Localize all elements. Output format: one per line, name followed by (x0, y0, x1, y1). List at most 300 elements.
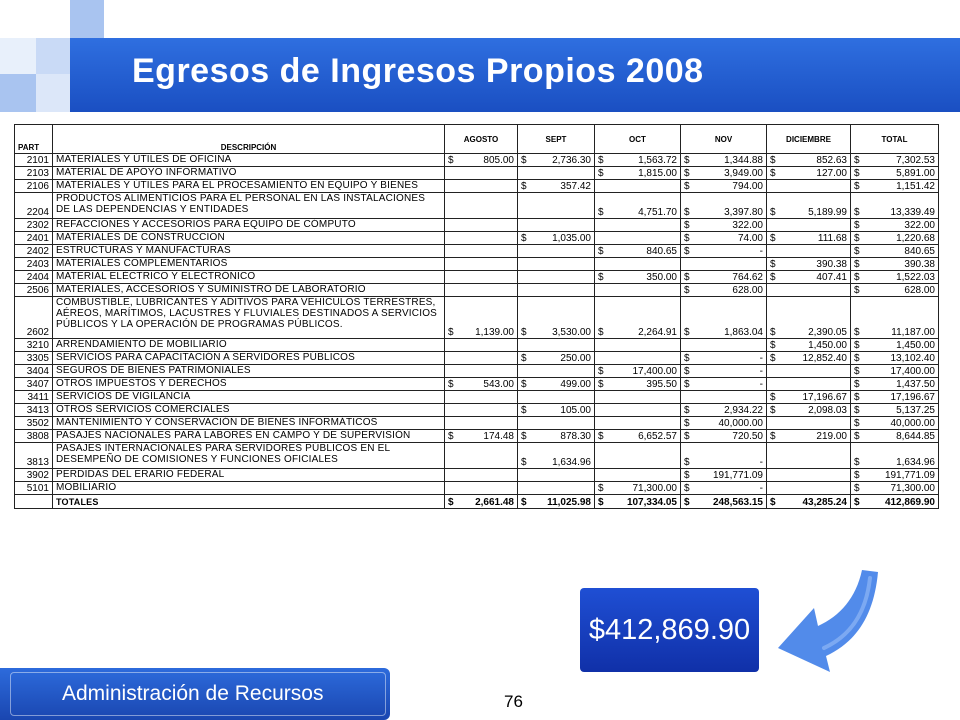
total-total (851, 495, 939, 509)
currency-sign: $ (854, 246, 860, 257)
currency-sign: $ (770, 340, 776, 351)
currency-sign: $ (854, 259, 860, 270)
currency-sign: $ (854, 272, 860, 283)
currency-sign: $ (854, 353, 860, 364)
cell-total (851, 154, 939, 167)
cell-agosto (445, 430, 518, 443)
cell-value: 105.00 (560, 405, 591, 416)
cell-sept (518, 180, 595, 193)
cell-value: 1,563.72 (638, 155, 677, 166)
cell-value: 628.00 (732, 285, 763, 296)
currency-sign: $ (521, 233, 527, 244)
cell-value: 191,771.09 (884, 470, 935, 481)
cell-value: 5,137.25 (896, 405, 935, 416)
currency-sign: $ (684, 483, 690, 494)
cell-oct (595, 404, 681, 417)
cell-dic (767, 271, 851, 284)
cell-nov (681, 154, 767, 167)
currency-sign: $ (854, 470, 860, 481)
currency-sign: $ (684, 379, 690, 390)
cell-value: - (759, 366, 763, 377)
table-row (15, 232, 939, 245)
cell-value: 2,264.91 (638, 327, 677, 338)
cell-value: 127.00 (816, 168, 847, 179)
cell-agosto (445, 271, 518, 284)
cell-sept (518, 443, 595, 469)
cell-sept (518, 232, 595, 245)
cell-value: 840.65 (904, 246, 935, 257)
table-row (15, 284, 939, 297)
cell-dic (767, 284, 851, 297)
cell-descripcion: MATERIALES, ACCESORIOS Y SUMINISTRO DE LABORATORIO (53, 284, 445, 297)
cell-dic (767, 391, 851, 404)
header-agosto: AGOSTO (445, 125, 518, 154)
cell-descripcion: OTROS SERVICIOS COMERCIALES (53, 404, 445, 417)
totals-row (15, 495, 939, 509)
currency-sign: $ (854, 457, 860, 468)
cell-descripcion: MATERIALES COMPLEMENTARIOS (53, 258, 445, 271)
cell-value: 1,450.00 (808, 340, 847, 351)
cell-value: 1,522.03 (896, 272, 935, 283)
cell-sept (518, 258, 595, 271)
cell-sept (518, 352, 595, 365)
cell-value: 174.48 (483, 431, 514, 442)
cell-nov (681, 430, 767, 443)
cell-value: 357.42 (560, 181, 591, 192)
currency-sign: $ (684, 220, 690, 231)
currency-sign: $ (770, 259, 776, 270)
total-agosto (445, 495, 518, 509)
currency-sign: $ (684, 327, 690, 338)
cell-descripcion: PERDIDAS DEL ERARIO FEDERAL (53, 469, 445, 482)
slide-title: Egresos de Ingresos Propios 2008 (132, 52, 704, 90)
decor-square-2 (36, 38, 70, 74)
cell-oct (595, 339, 681, 352)
cell-value: 395.50 (646, 379, 677, 390)
cell-descripcion: ARRENDAMIENTO DE MOBILIARIO (53, 339, 445, 352)
cell-descripcion: OTROS IMPUESTOS Y DERECHOS (53, 378, 445, 391)
cell-agosto (445, 443, 518, 469)
cell-oct (595, 154, 681, 167)
currency-sign: $ (598, 379, 604, 390)
cell-nov (681, 219, 767, 232)
cell-descripcion: MATERIALES Y ÚTILES DE OFICINA (53, 154, 445, 167)
cell-value: 1,634.96 (552, 457, 591, 468)
cell-sept (518, 219, 595, 232)
cell-value: 71,300.00 (632, 483, 677, 494)
cell-value: 250.00 (560, 353, 591, 364)
cell-dic (767, 339, 851, 352)
table-row (15, 417, 939, 430)
cell-agosto (445, 284, 518, 297)
cell-agosto (445, 167, 518, 180)
cell-part (15, 495, 53, 509)
currency-sign: $ (521, 353, 527, 364)
header-diciembre: DICIEMBRE (767, 125, 851, 154)
currency-sign: $ (684, 207, 690, 218)
cell-part: 2404 (15, 271, 53, 284)
cell-value: 840.65 (646, 246, 677, 257)
cell-dic (767, 404, 851, 417)
currency-sign: $ (598, 327, 604, 338)
cell-descripcion: SEGUROS DE BIENES PATRIMONIALES (53, 365, 445, 378)
currency-sign: $ (684, 272, 690, 283)
cell-value: 40,000.00 (890, 418, 935, 429)
cell-nov (681, 167, 767, 180)
table-row (15, 378, 939, 391)
cell-agosto (445, 365, 518, 378)
currency-sign: $ (684, 470, 690, 481)
cell-value: 852.63 (816, 155, 847, 166)
currency-sign: $ (854, 155, 860, 166)
cell-value: 2,661.48 (475, 497, 514, 508)
cell-oct (595, 245, 681, 258)
cell-agosto (445, 193, 518, 219)
cell-descripcion: COMBUSTIBLE, LUBRICANTES Y ADITIVOS PARA VEHÍCULOS TERRESTRES, AÉREOS, MARÍTIMOS, LACUSTRES Y FLUVIALES DESTINADOS A SERVICIOS PÚBLICOS Y LA OPERACIÓN DE PROGRAMAS PÚBLICOS. (53, 297, 445, 339)
cell-oct (595, 365, 681, 378)
footer-label: Administración de Recursos (62, 682, 324, 705)
currency-sign: $ (598, 483, 604, 494)
cell-dic (767, 154, 851, 167)
cell-value: 3,530.00 (552, 327, 591, 338)
currency-sign: $ (684, 246, 690, 257)
cell-oct (595, 219, 681, 232)
cell-descripcion: MANTENIMIENTO Y CONSERVACIÓN DE BIENES INFORMÁTICOS (53, 417, 445, 430)
cell-oct (595, 391, 681, 404)
cell-dic (767, 430, 851, 443)
cell-value: 794.00 (732, 181, 763, 192)
cell-value: 628.00 (904, 285, 935, 296)
currency-sign: $ (684, 418, 690, 429)
currency-sign: $ (521, 181, 527, 192)
table-header-row (15, 125, 939, 154)
cell-part: 2101 (15, 154, 53, 167)
cell-value: 412,869.90 (884, 497, 935, 508)
cell-descripcion: MATERIALES Y ÚTILES PARA EL PROCESAMIENTO EN EQUIPO Y BIENES (53, 180, 445, 193)
cell-descripcion: MATERIAL DE APOYO INFORMATIVO (53, 167, 445, 180)
currency-sign: $ (854, 340, 860, 351)
currency-sign: $ (770, 327, 776, 338)
table-row (15, 154, 939, 167)
currency-sign: $ (448, 497, 454, 508)
cell-agosto (445, 180, 518, 193)
cell-total (851, 232, 939, 245)
total-oct (595, 495, 681, 509)
cell-value: 17,196.67 (890, 392, 935, 403)
currency-sign: $ (448, 155, 454, 166)
cell-descripcion: SERVICIOS PARA CAPACITACIÓN A SERVIDORES PÚBLICOS (53, 352, 445, 365)
cell-nov (681, 193, 767, 219)
currency-sign: $ (854, 168, 860, 179)
currency-sign: $ (770, 431, 776, 442)
cell-oct (595, 284, 681, 297)
cell-part: 3305 (15, 352, 53, 365)
cell-oct (595, 167, 681, 180)
cell-value: 71,300.00 (890, 483, 935, 494)
currency-sign: $ (854, 366, 860, 377)
table-row (15, 219, 939, 232)
cell-agosto (445, 154, 518, 167)
cell-dic (767, 167, 851, 180)
currency-sign: $ (770, 207, 776, 218)
table-row (15, 482, 939, 495)
currency-sign: $ (854, 483, 860, 494)
currency-sign: $ (521, 457, 527, 468)
currency-sign: $ (770, 353, 776, 364)
cell-dic (767, 417, 851, 430)
cell-part: 2403 (15, 258, 53, 271)
cell-nov (681, 378, 767, 391)
cell-dic (767, 180, 851, 193)
currency-sign: $ (684, 181, 690, 192)
cell-total (851, 482, 939, 495)
currency-sign: $ (854, 285, 860, 296)
currency-sign: $ (770, 233, 776, 244)
currency-sign: $ (770, 168, 776, 179)
cell-value: 17,400.00 (632, 366, 677, 377)
cell-sept (518, 482, 595, 495)
cell-descripcion: SERVICIOS DE VIGILANCIA (53, 391, 445, 404)
currency-sign: $ (521, 155, 527, 166)
cell-value: 1,815.00 (638, 168, 677, 179)
cell-agosto (445, 258, 518, 271)
cell-value: 11,187.00 (891, 327, 935, 338)
cell-total (851, 417, 939, 430)
cell-dic (767, 297, 851, 339)
cell-value: 3,949.00 (724, 168, 763, 179)
currency-sign: $ (598, 497, 604, 508)
cell-total (851, 167, 939, 180)
cell-oct (595, 417, 681, 430)
cell-nov (681, 339, 767, 352)
currency-sign: $ (684, 155, 690, 166)
cell-value: 1,634.96 (896, 457, 935, 468)
cell-value: 11,025.98 (547, 497, 591, 508)
cell-total (851, 180, 939, 193)
currency-sign: $ (854, 327, 860, 338)
currency-sign: $ (684, 405, 690, 416)
cell-nov (681, 284, 767, 297)
cell-oct (595, 180, 681, 193)
cell-part: 3902 (15, 469, 53, 482)
cell-oct (595, 297, 681, 339)
currency-sign: $ (598, 366, 604, 377)
cell-nov (681, 297, 767, 339)
cell-value: 8,644.85 (896, 431, 935, 442)
decor-square-1 (70, 0, 104, 38)
cell-sept (518, 297, 595, 339)
cell-value: - (759, 483, 763, 494)
cell-nov (681, 365, 767, 378)
cell-part: 3808 (15, 430, 53, 443)
currency-sign: $ (854, 220, 860, 231)
cell-total (851, 297, 939, 339)
cell-value: 13,102.40 (890, 353, 935, 364)
cell-descripcion: MATERIAL ELÉCTRICO Y ELECTRÓNICO (53, 271, 445, 284)
currency-sign: $ (598, 207, 604, 218)
currency-sign: $ (598, 431, 604, 442)
curved-arrow-icon (770, 568, 890, 688)
cell-nov (681, 352, 767, 365)
cell-part: 2402 (15, 245, 53, 258)
cell-total (851, 352, 939, 365)
cell-dic (767, 258, 851, 271)
cell-value: 322.00 (732, 220, 763, 231)
currency-sign: $ (521, 497, 527, 508)
cell-value: 1,437.50 (896, 379, 935, 390)
currency-sign: $ (684, 497, 690, 508)
header-part: PART (15, 125, 53, 154)
cell-descripcion: REFACCIONES Y ACCESORIOS PARA EQUIPO DE CÓMPUTO (53, 219, 445, 232)
currency-sign: $ (521, 405, 527, 416)
currency-sign: $ (854, 405, 860, 416)
cell-part: 3502 (15, 417, 53, 430)
cell-part: 2602 (15, 297, 53, 339)
cell-total (851, 193, 939, 219)
cell-nov (681, 232, 767, 245)
cell-agosto (445, 297, 518, 339)
cell-total (851, 284, 939, 297)
currency-sign: $ (598, 155, 604, 166)
currency-sign: $ (854, 207, 860, 218)
cell-oct (595, 193, 681, 219)
header-total: TOTAL (851, 125, 939, 154)
cell-nov (681, 245, 767, 258)
cell-sept (518, 430, 595, 443)
currency-sign: $ (684, 431, 690, 442)
cell-dic (767, 232, 851, 245)
cell-value: 248,563.15 (712, 497, 763, 508)
header-oct: OCT (595, 125, 681, 154)
currency-sign: $ (684, 366, 690, 377)
cell-value: 6,652.57 (638, 431, 677, 442)
cell-value: 805.00 (483, 155, 514, 166)
cell-total (851, 365, 939, 378)
cell-total (851, 469, 939, 482)
currency-sign: $ (854, 392, 860, 403)
total-sept (518, 495, 595, 509)
cell-oct (595, 352, 681, 365)
total-nov (681, 495, 767, 509)
cell-sept (518, 193, 595, 219)
cell-value: 720.50 (732, 431, 763, 442)
table-row (15, 271, 939, 284)
grand-total-callout: $412,869.90 (580, 588, 759, 672)
cell-part: 2302 (15, 219, 53, 232)
cell-sept (518, 154, 595, 167)
cell-sept (518, 245, 595, 258)
cell-part: 5101 (15, 482, 53, 495)
cell-part: 3813 (15, 443, 53, 469)
cell-agosto (445, 339, 518, 352)
cell-part: 2401 (15, 232, 53, 245)
currency-sign: $ (770, 392, 776, 403)
currency-sign: $ (770, 272, 776, 283)
cell-sept (518, 404, 595, 417)
table-row (15, 297, 939, 339)
cell-agosto (445, 245, 518, 258)
currency-sign: $ (854, 233, 860, 244)
cell-value: - (759, 457, 763, 468)
cell-dic (767, 469, 851, 482)
cell-agosto (445, 378, 518, 391)
cell-value: 2,098.03 (808, 405, 847, 416)
decor-square-5 (0, 38, 36, 74)
cell-value: 2,934.22 (724, 405, 763, 416)
cell-value: 2,390.05 (808, 327, 847, 338)
table-row (15, 443, 939, 469)
cell-oct (595, 443, 681, 469)
currency-sign: $ (448, 431, 454, 442)
header-sept: SEPT (518, 125, 595, 154)
cell-sept (518, 365, 595, 378)
cell-dic (767, 219, 851, 232)
currency-sign: $ (854, 431, 860, 442)
cell-value: 40,000.00 (718, 418, 763, 429)
cell-total (851, 430, 939, 443)
cell-value: 107,334.05 (626, 497, 677, 508)
cell-value: 878.30 (560, 431, 591, 442)
cell-descripcion: ESTRUCTURAS Y MANUFACTURAS (53, 245, 445, 258)
cell-part: 3210 (15, 339, 53, 352)
currency-sign: $ (770, 497, 776, 508)
header-descripcion: DESCRIPCIÓN (53, 125, 445, 154)
cell-value: 322.00 (904, 220, 935, 231)
cell-total (851, 339, 939, 352)
cell-value: 219.00 (816, 431, 847, 442)
cell-value: 5,891.00 (896, 168, 935, 179)
cell-descripcion: PRODUCTOS ALIMENTICIOS PARA EL PERSONAL EN LAS INSTALACIONES DE LAS DEPENDENCIAS Y ENTIDADES (53, 193, 445, 219)
cell-dic (767, 482, 851, 495)
cell-value: 12,852.40 (802, 353, 847, 364)
table-row (15, 167, 939, 180)
table-row (15, 258, 939, 271)
cell-oct (595, 482, 681, 495)
cell-value: - (759, 353, 763, 364)
currency-sign: $ (770, 155, 776, 166)
cell-part: 2106 (15, 180, 53, 193)
table-row (15, 245, 939, 258)
cell-agosto (445, 469, 518, 482)
cell-value: 1,139.00 (475, 327, 514, 338)
cell-value: 3,397.80 (724, 207, 763, 218)
cell-part: 3413 (15, 404, 53, 417)
cell-total (851, 245, 939, 258)
cell-nov (681, 258, 767, 271)
currency-sign: $ (521, 327, 527, 338)
cell-part: 3411 (15, 391, 53, 404)
cell-total (851, 271, 939, 284)
cell-nov (681, 180, 767, 193)
cell-value: 350.00 (646, 272, 677, 283)
currency-sign: $ (448, 327, 454, 338)
table-row (15, 430, 939, 443)
cell-nov (681, 417, 767, 430)
cell-value: 764.62 (732, 272, 763, 283)
cell-part: 2204 (15, 193, 53, 219)
cell-descripcion: PASAJES INTERNACIONALES PARA SERVIDORES PÚBLICOS EN EL DESEMPEÑO DE COMISIONES Y FUNCIONES OFICIALES (53, 443, 445, 469)
cell-agosto (445, 417, 518, 430)
currency-sign: $ (684, 168, 690, 179)
cell-nov (681, 469, 767, 482)
cell-value: 543.00 (483, 379, 514, 390)
cell-value: 17,196.67 (802, 392, 847, 403)
cell-value: 4,751.70 (638, 207, 677, 218)
cell-oct (595, 469, 681, 482)
currency-sign: $ (854, 181, 860, 192)
currency-sign: $ (448, 379, 454, 390)
cell-oct (595, 271, 681, 284)
